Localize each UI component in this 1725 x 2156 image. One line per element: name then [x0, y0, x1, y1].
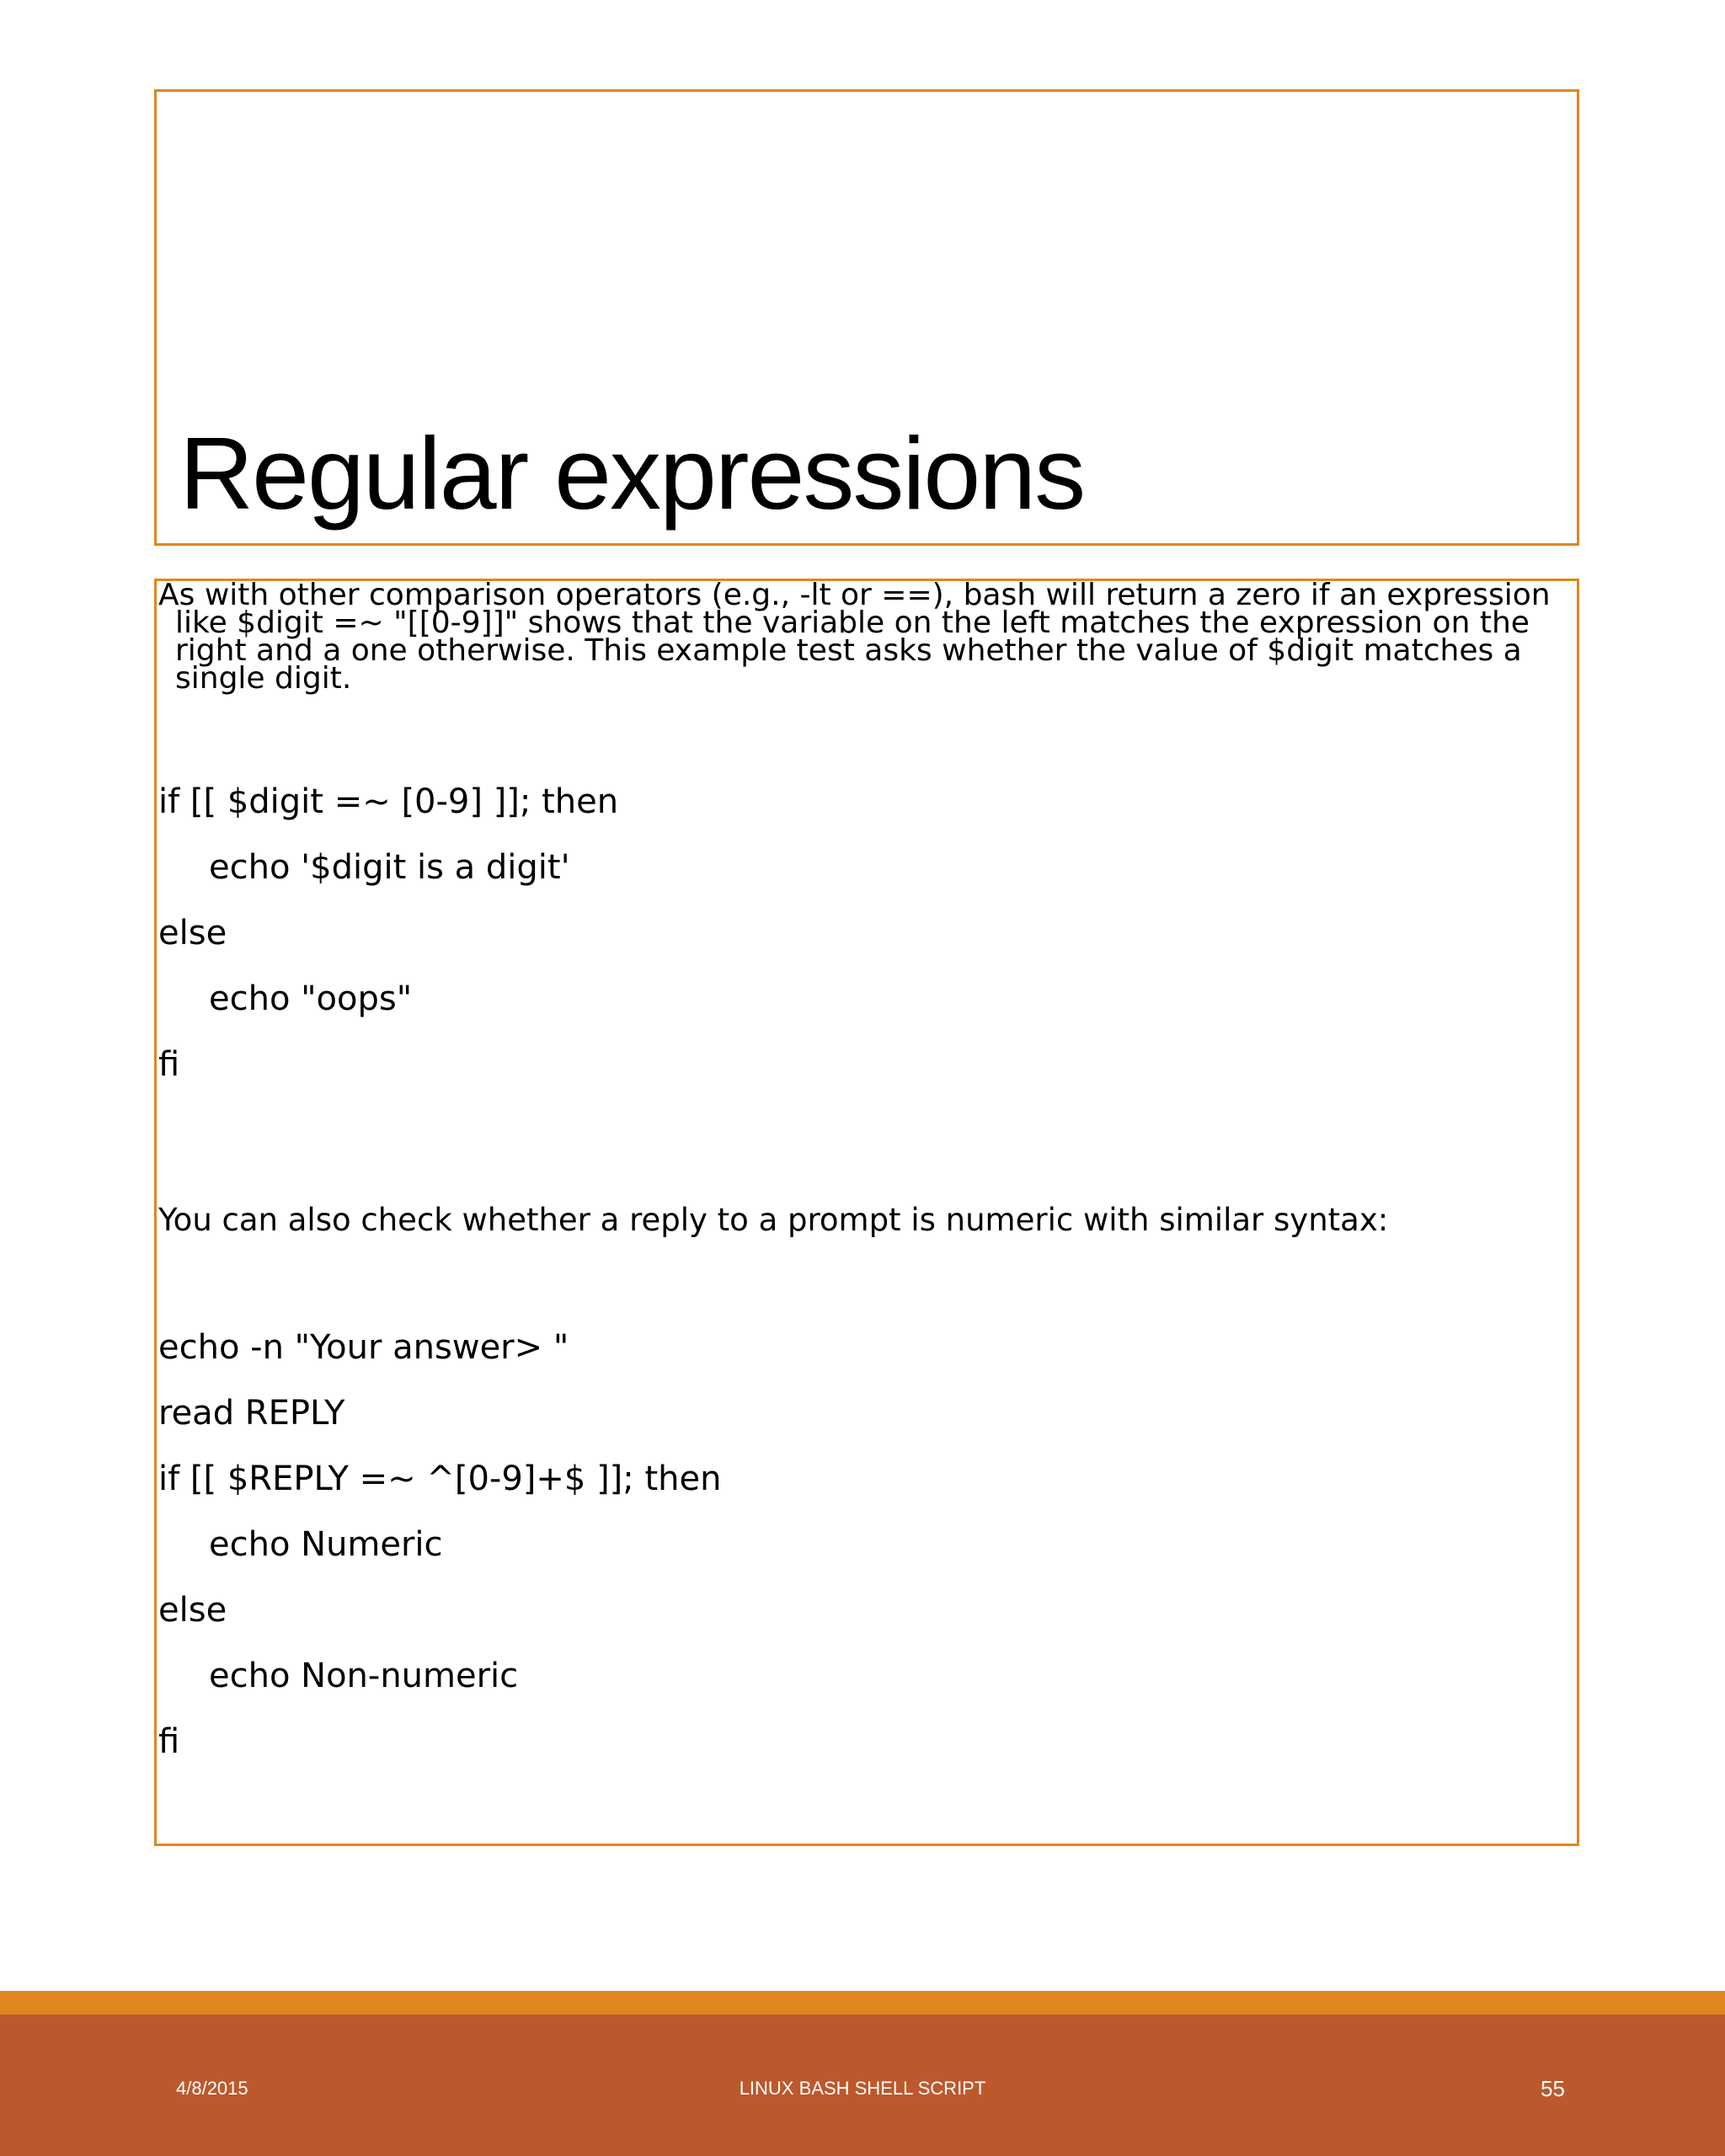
- code-line: echo Non-numeric: [209, 1657, 519, 1695]
- intro-paragraph: As with other comparison operators (e.g., -lt or ==), bash will return a zero if an expression like $digit =~ "[[0-9]]" shows that the variable on the left matches the expression on the right and a one otherwise. This example test asks whether the value of $digit matches a single digit.: [158, 578, 1561, 696]
- code-line: echo Numeric: [209, 1525, 443, 1564]
- code-block-digit-check: [158, 782, 1569, 1113]
- footer-accent-stripe: [0, 1991, 1725, 2015]
- code-line: if [[ $REPLY =~ ^[0-9]+$ ]]; then: [158, 1460, 722, 1498]
- code-line: fi: [158, 1722, 180, 1761]
- code-line: read REPLY: [158, 1394, 345, 1433]
- footer-title: LINUX BASH SHELL SCRIPT: [739, 2078, 986, 2099]
- code-line: fi: [158, 1045, 180, 1084]
- footer-page-number: 55: [1541, 2076, 1565, 2101]
- second-paragraph: You can also check whether a reply to a prompt is numeric with similar syntax:: [158, 1202, 1389, 1238]
- code-line: echo '$digit is a digit': [209, 848, 570, 887]
- content-placeholder: [154, 579, 1579, 1846]
- code-line: else: [158, 914, 227, 953]
- code-line: if [[ $digit =~ [0-9] ]]; then: [158, 782, 619, 821]
- footer-date: 4/8/2015: [176, 2078, 248, 2099]
- code-line: echo -n "Your answer> ": [158, 1328, 569, 1367]
- code-block-reply-check: [158, 1328, 1569, 1790]
- code-line: echo "oops": [209, 979, 413, 1018]
- title-placeholder: [154, 89, 1579, 546]
- slide-body: [158, 578, 1569, 1790]
- code-line: else: [158, 1591, 227, 1630]
- slide-title: Regular expressions: [179, 416, 1085, 531]
